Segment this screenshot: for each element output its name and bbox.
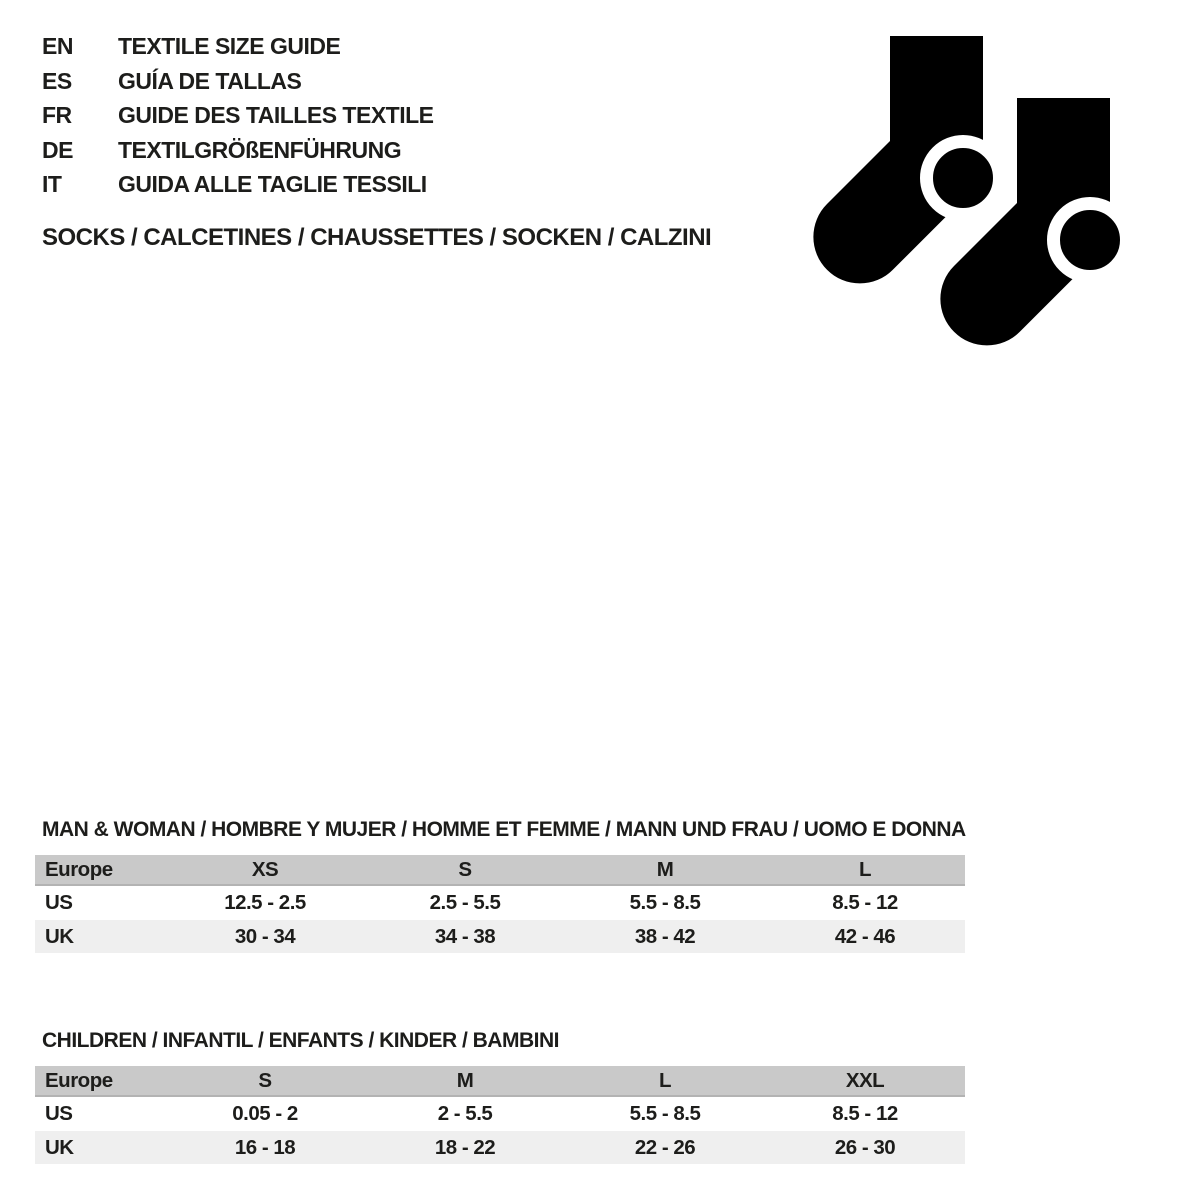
size-table-children	[35, 1066, 965, 1164]
language-row-fr	[42, 98, 434, 133]
table-row-uk	[35, 1131, 965, 1164]
size-value: 2 - 5.5	[437, 1102, 493, 1125]
size-value: 8.5 - 12	[832, 891, 898, 914]
sock-left	[813, 36, 999, 283]
language-code: FR	[42, 102, 72, 128]
size-value: 42 - 46	[834, 924, 896, 948]
column-header-size: L	[858, 857, 872, 881]
column-header-region: Europe	[45, 1068, 113, 1092]
table-header-row	[35, 1066, 965, 1097]
table-row-uk	[35, 920, 965, 953]
language-code: EN	[42, 33, 73, 59]
size-value: 26 - 30	[834, 1135, 896, 1159]
column-header-size: S	[258, 1068, 272, 1092]
size-table-man-woman	[35, 855, 965, 953]
size-value: 34 - 38	[434, 924, 496, 948]
table-row-us	[35, 886, 965, 920]
column-header-size: S	[458, 857, 472, 881]
region-label: US	[45, 1102, 73, 1125]
table-row-us	[35, 1097, 965, 1131]
language-code: IT	[42, 171, 62, 197]
size-value: 30 - 34	[234, 924, 296, 948]
column-header-size: M	[456, 1068, 474, 1092]
language-row-en	[42, 29, 434, 64]
region-label: UK	[45, 1135, 74, 1159]
region-label: US	[45, 891, 73, 914]
column-header-size: M	[656, 857, 674, 881]
language-code: ES	[42, 67, 72, 94]
region-label: UK	[45, 924, 74, 948]
language-row-de	[42, 133, 434, 168]
language-title: GUIDA ALLE TAGLIE TESSILI	[118, 171, 427, 197]
language-list	[42, 29, 434, 202]
size-value: 22 - 26	[634, 1135, 696, 1159]
language-title: GUÍA DE TALLAS	[118, 67, 302, 94]
category-title: SOCKS / CALCETINES / CHAUSSETTES / SOCKEN / CALZINI	[42, 224, 712, 251]
column-header-size: XXL	[845, 1068, 885, 1092]
size-value: 5.5 - 8.5	[629, 891, 701, 914]
column-header-size: XS	[251, 857, 279, 881]
column-header-region: Europe	[45, 857, 113, 881]
size-value: 38 - 42	[634, 924, 696, 948]
language-title: TEXTILGRÖßENFÜHRUNG	[118, 136, 402, 163]
table-title-man-woman: MAN & WOMAN / HOMBRE Y MUJER / HOMME ET FEMME / MANN UND FRAU / UOMO E DONNA	[42, 818, 966, 841]
size-value: 16 - 18	[234, 1135, 296, 1159]
language-title: GUIDE DES TAILLES TEXTILE	[118, 102, 434, 128]
socks-icon	[805, 36, 1135, 348]
language-row-it	[42, 167, 434, 202]
table-header-row	[35, 855, 965, 886]
size-value: 8.5 - 12	[832, 1102, 898, 1125]
size-value: 0.05 - 2	[232, 1102, 298, 1125]
size-value: 12.5 - 2.5	[224, 891, 306, 914]
language-code: DE	[42, 136, 73, 163]
language-title: TEXTILE SIZE GUIDE	[118, 33, 341, 59]
size-value: 18 - 22	[434, 1135, 496, 1159]
language-row-es	[42, 64, 434, 99]
column-header-size: L	[658, 1068, 672, 1092]
size-value: 5.5 - 8.5	[629, 1102, 701, 1125]
size-value: 2.5 - 5.5	[429, 891, 501, 914]
table-title-children: CHILDREN / INFANTIL / ENFANTS / KINDER / BAMBINI	[42, 1029, 559, 1052]
